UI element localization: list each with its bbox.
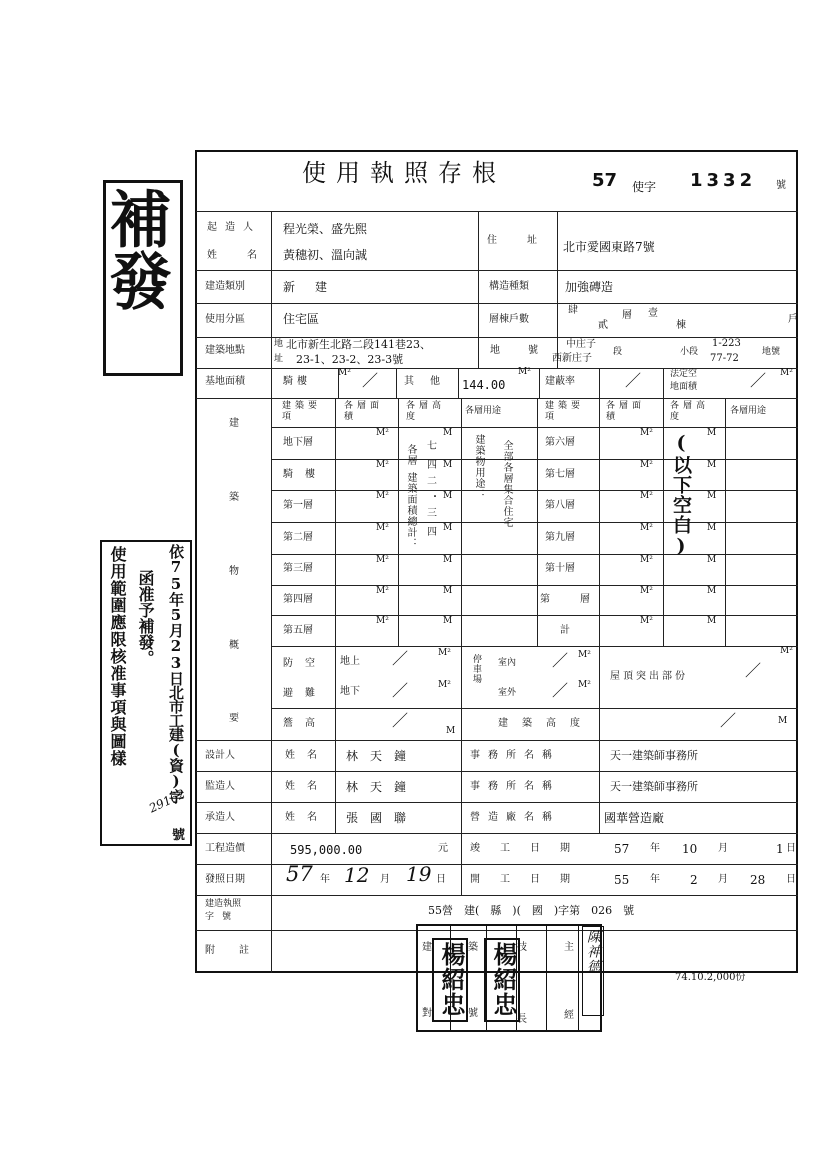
note-line-1: 依75年5月23日北市工建(資)字	[167, 544, 185, 803]
parking-indoor-value: ／	[552, 651, 569, 670]
floor-arcade: 騎樓	[283, 469, 327, 480]
construction-class-value: 新建	[283, 280, 348, 294]
units-char: 壹	[648, 308, 658, 319]
permit-label-a: 建造執照	[205, 899, 242, 909]
right-height-unit-3: M	[707, 491, 717, 501]
left-height-unit-5: M	[443, 555, 453, 565]
stamp-label-7: 長	[517, 1014, 527, 1025]
height-num-2: 四	[427, 460, 437, 471]
cost-unit: 元	[438, 843, 448, 854]
left-height-unit-7: M	[443, 616, 453, 626]
lot-number-suffix: 地號	[762, 347, 781, 357]
reissue-note	[100, 540, 192, 846]
floor-9: 第九層	[545, 532, 575, 543]
eave-height-value: ／	[392, 711, 409, 730]
completion-day: 1	[776, 842, 784, 856]
buildings-char: 貳	[598, 320, 608, 331]
col-head-area-right: 各層面積	[606, 401, 646, 422]
form-title: 使用執照存根	[302, 159, 506, 187]
coverage-value: ／	[625, 371, 642, 390]
floor-2: 第二層	[283, 532, 313, 543]
stamp-label-6: 號	[468, 1008, 478, 1019]
col-head-usage-right: 各層用途	[730, 406, 767, 416]
zoning-label: 使用分區	[205, 314, 245, 325]
usage-note-2: 全部各層集合住宅	[501, 440, 512, 528]
col-head-area-left: 各層面積	[344, 401, 384, 422]
cost-label: 工程造價	[205, 843, 245, 854]
stamp-label-8: 經	[564, 1010, 574, 1021]
setback-value: ／	[750, 371, 767, 390]
designer-name: 林天鐘	[346, 749, 419, 763]
permit-number: 1332	[690, 170, 757, 191]
permit-type: 使字	[632, 180, 657, 194]
applicant-names-1: 程光榮、盛先熙	[283, 222, 368, 236]
floor-total: 計	[560, 625, 570, 636]
parking-label: 停車場	[471, 654, 481, 684]
left-area-unit-7: M²	[376, 616, 389, 626]
height-num-1: 七	[427, 441, 437, 452]
designer-name-label: 姓名	[285, 750, 329, 761]
arcade-label: 騎樓	[283, 376, 311, 387]
site-location-label: 建築地點	[205, 345, 245, 356]
site-prefix-b: 址	[274, 354, 284, 364]
building-section-label-1: 建	[229, 418, 239, 429]
floor-7: 第七層	[545, 469, 575, 480]
shelter-above-unit: M²	[438, 648, 451, 658]
site-prefix-a: 地	[274, 339, 284, 349]
designer-office: 天一建築師事務所	[610, 749, 698, 762]
right-area-unit-5: M²	[640, 555, 653, 565]
note-number-suffix: 號	[172, 828, 186, 843]
reissue-stamp-text: 補發	[99, 187, 172, 311]
right-height-unit-5: M	[707, 555, 717, 565]
right-area-unit-4: M²	[640, 523, 653, 533]
eave-height-label: 簷高	[283, 718, 327, 729]
floor-basement: 地下層	[283, 437, 313, 448]
parking-indoor-label: 室內	[498, 658, 517, 668]
floors-unit: 層	[622, 310, 632, 321]
permit-label-b: 字號	[205, 912, 240, 922]
applicant-label: 起造人	[207, 222, 261, 233]
parking-indoor-unit: M²	[578, 650, 591, 660]
setback-label-b: 地面積	[670, 382, 698, 392]
right-area-unit-2: M²	[640, 460, 653, 470]
stamp-label-3: 技	[517, 942, 527, 953]
land-number-label: 地號	[490, 345, 566, 356]
stamp-label-1: 建	[422, 942, 432, 953]
parking-outdoor-value: ／	[552, 681, 569, 700]
designer-label: 設計人	[205, 750, 235, 761]
start-date-label: 開工日期	[470, 874, 590, 885]
shelter-above-label: 地上	[340, 656, 360, 667]
start-year-unit: 年	[650, 874, 660, 885]
roof-projection-value: ／	[745, 661, 762, 680]
building-section-label-4: 概	[229, 640, 239, 651]
lot-number-2: 77-72	[710, 353, 739, 364]
blank-note: (以下空白)	[670, 432, 692, 558]
designer-office-label: 事務所名稱	[470, 750, 560, 761]
start-day-unit: 日	[786, 874, 796, 885]
floor-6: 第六層	[545, 437, 575, 448]
eave-height-unit: M	[446, 726, 456, 736]
building-section-label-3: 物	[229, 566, 239, 577]
contractor-firm: 國華營造廠	[604, 811, 665, 825]
land-section-2: 西新庄子	[552, 353, 592, 364]
usage-note-1: 建築物用途：	[473, 434, 484, 500]
supervisor-label: 監造人	[205, 781, 235, 792]
permit-year: 57	[592, 170, 618, 191]
stamp-label-4: 主	[564, 942, 574, 953]
floor-4: 第四層	[283, 594, 313, 605]
site-address-2: 23-1、23-2、23-3號	[296, 353, 404, 366]
structure-type-value: 加強磚造	[565, 280, 614, 294]
height-note-2: 建築面積總計：	[405, 472, 416, 549]
issue-date-label: 發照日期	[205, 874, 245, 885]
floors-char: 肆	[568, 305, 578, 316]
seal-section-chief: 楊紹忠	[484, 938, 520, 1022]
supervisor-name-label: 姓名	[285, 781, 329, 792]
left-area-unit-6: M²	[376, 586, 389, 596]
contractor-name: 張國聯	[346, 811, 419, 825]
height-num-6: 四	[427, 527, 437, 538]
issue-day: 19	[406, 862, 432, 886]
floor-10: 第十層	[545, 563, 575, 574]
left-height-unit-6: M	[443, 586, 453, 596]
building-height-unit: M	[778, 716, 788, 726]
building-height-value: ／	[720, 711, 737, 730]
height-note-1: 各層	[405, 444, 416, 466]
coverage-label: 建蔽率	[545, 376, 575, 387]
left-height-unit-4: M	[443, 523, 453, 533]
left-area-unit-4: M²	[376, 523, 389, 533]
applicant-address: 北市愛國東路7號	[563, 240, 655, 254]
print-footer: 74.10.2,000份	[675, 972, 746, 983]
start-day: 28	[750, 873, 766, 887]
setback-label-a: 法定空	[670, 369, 698, 379]
completion-label: 竣工日期	[470, 843, 590, 854]
structure-type-label: 構造種類	[489, 281, 529, 292]
left-area-unit-1: M²	[376, 428, 389, 438]
arcade-unit: M²	[338, 368, 351, 378]
right-area-unit-6: M²	[640, 586, 653, 596]
site-area-label: 基地面積	[205, 376, 245, 387]
buildings-unit: 棟	[676, 320, 686, 331]
reissue-stamp	[99, 180, 183, 376]
land-section-1: 中庄子	[566, 339, 596, 350]
right-height-unit-2: M	[707, 460, 717, 470]
parking-outdoor-label: 室外	[498, 688, 517, 698]
start-year: 55	[614, 873, 630, 887]
completion-month-unit: 月	[718, 843, 728, 854]
right-area-unit-7: M²	[640, 616, 653, 626]
col-head-height-left: 各層高度	[406, 401, 446, 422]
shelter-below-value: ／	[392, 681, 409, 700]
height-num-4: ・	[430, 492, 440, 503]
shelter-below-label: 地下	[340, 686, 360, 697]
left-height-unit-2: M	[443, 460, 453, 470]
left-height-unit-1: M	[443, 428, 453, 438]
issue-year-unit: 年	[320, 874, 330, 885]
other-area-label: 其他	[404, 376, 456, 387]
note-line-2: 函准予補發。	[136, 570, 155, 666]
other-area-unit: M²	[518, 367, 531, 377]
left-area-unit-2: M²	[376, 460, 389, 470]
floor-1: 第一層	[283, 500, 313, 511]
building-height-label: 建築高度	[498, 718, 594, 729]
issue-year: 57	[286, 862, 313, 886]
start-month: 2	[690, 873, 698, 887]
shelter-below-unit: M²	[438, 680, 451, 690]
stamp-label-2: 築	[468, 942, 478, 953]
supervisor-name: 林天鐘	[346, 780, 419, 794]
completion-year: 57	[614, 842, 630, 856]
zoning-value: 住宅區	[283, 312, 320, 326]
floors-units-label: 層棟戶數	[489, 314, 529, 325]
land-section-suffix: 段	[613, 347, 623, 357]
remarks-label: 附註	[205, 945, 273, 956]
right-height-unit-4: M	[707, 523, 717, 533]
address-label: 住址	[487, 235, 567, 246]
height-num-3: 二	[427, 476, 437, 487]
shelter-label-b: 避難	[283, 688, 327, 699]
contractor-firm-label: 營造廠名稱	[470, 812, 560, 823]
note-line-3: 使用範圍應限核准事項與圖樣	[108, 546, 127, 767]
issue-month-unit: 月	[380, 874, 390, 885]
start-month-unit: 月	[718, 874, 728, 885]
construction-class-label: 建造類別	[205, 281, 245, 292]
seal-handler: 陳神德	[582, 926, 604, 1016]
units-unit: 戶	[788, 314, 798, 325]
left-height-unit-3: M	[443, 491, 453, 501]
completion-month: 10	[682, 842, 698, 856]
right-height-unit-6: M	[707, 586, 717, 596]
arcade-value: ／	[362, 371, 379, 390]
permit-text: 55營 建( 縣 )( 國 )字第 026 號	[428, 904, 635, 917]
seal-director: 楊紹忠	[432, 938, 468, 1022]
issue-month: 12	[344, 863, 370, 887]
note-number: 29162	[146, 786, 188, 816]
roof-projection-label: 屋頂突出部份	[610, 671, 688, 682]
issue-day-unit: 日	[436, 874, 446, 885]
right-area-unit-1: M²	[640, 428, 653, 438]
other-area-value: 144.00	[462, 378, 506, 392]
height-num-5: 三	[427, 508, 437, 519]
supervisor-office: 天一建築師事務所	[610, 780, 698, 793]
applicant-name-label: 姓名	[207, 250, 287, 261]
site-address-1: 北市新生北路二段141巷23、	[286, 338, 431, 351]
right-area-unit-3: M²	[640, 491, 653, 501]
lot-number-1: 1-223	[712, 338, 741, 349]
col-head-usage-left: 各層用途	[465, 406, 502, 416]
shelter-label-a: 防空	[283, 658, 327, 669]
setback-unit: M²	[780, 368, 793, 378]
subsection-label: 小段	[680, 347, 699, 357]
col-head-item-right: 建築要項	[545, 401, 585, 422]
contractor-label: 承造人	[205, 812, 235, 823]
parking-outdoor-unit: M²	[578, 680, 591, 690]
col-head-height-right: 各層高度	[670, 401, 710, 422]
shelter-above-value: ／	[392, 649, 409, 668]
col-head-item-left: 建築要項	[282, 401, 322, 422]
roof-projection-unit: M²	[780, 646, 793, 656]
left-area-unit-5: M²	[376, 555, 389, 565]
right-height-unit-7: M	[707, 616, 717, 626]
left-area-unit-3: M²	[376, 491, 389, 501]
floor-3: 第三層	[283, 563, 313, 574]
applicant-names-2: 黃穗初、溫向誠	[283, 248, 368, 262]
cost-value: 595,000.00	[290, 843, 363, 857]
stamp-label-5: 對	[422, 1008, 432, 1019]
floor-5: 第五層	[283, 625, 313, 636]
floor-8: 第八層	[545, 500, 575, 511]
building-section-label-2: 築	[229, 492, 239, 503]
building-section-label-5: 要	[229, 713, 239, 724]
floor-blank: 第 層	[540, 594, 600, 605]
contractor-name-label: 姓名	[285, 812, 329, 823]
completion-day-unit: 日	[786, 843, 796, 854]
completion-year-unit: 年	[650, 843, 660, 854]
right-height-unit-1: M	[707, 428, 717, 438]
permit-number-suffix: 號	[776, 180, 786, 191]
supervisor-office-label: 事務所名稱	[470, 781, 560, 792]
